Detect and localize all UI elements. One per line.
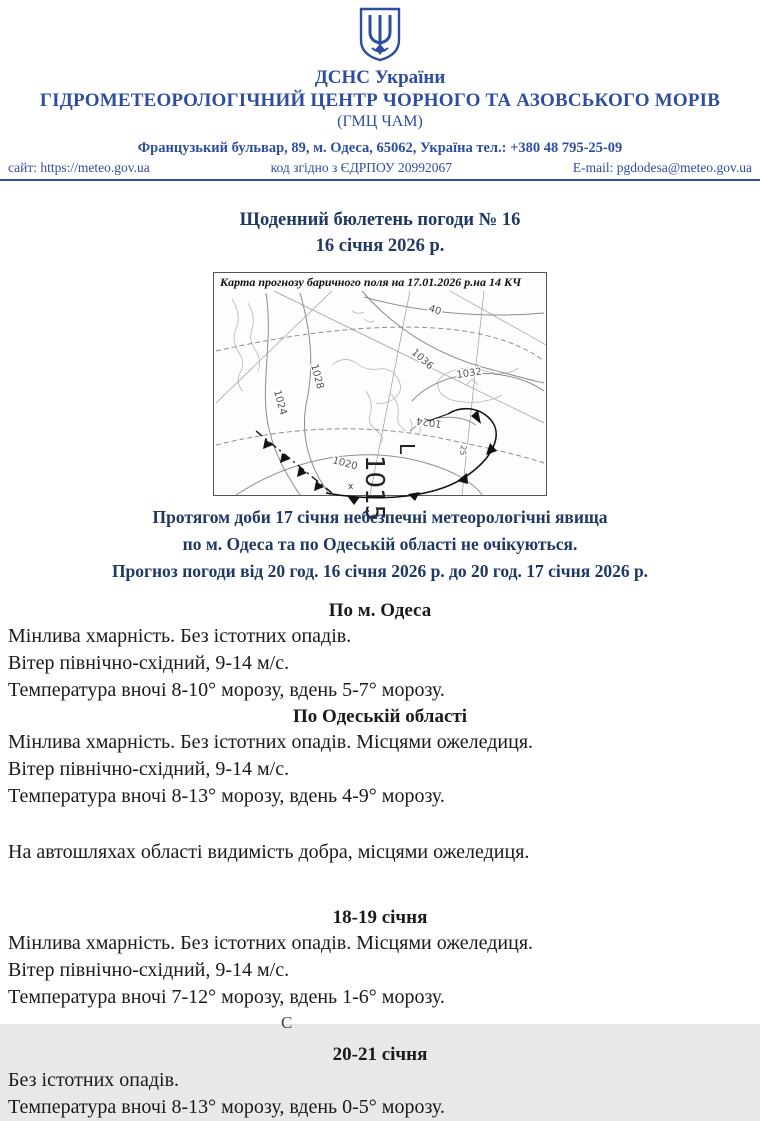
isobar-label-1040: 40 (427, 303, 443, 318)
map-x-mark: х (348, 482, 354, 492)
section-heading-20-21: 20-21 січня (332, 1044, 428, 1065)
isobar-label-1036: 1036 (408, 347, 436, 373)
isobar-label-1028: 1028 (308, 362, 326, 391)
org-name-line2: ГІДРОМЕТЕОРОЛОГІЧНИЙ ЦЕНТР ЧОРНОГО ТА АЗОВСЬКОГО МОРІВ (39, 90, 721, 111)
forecast-period-line: Прогноз погоди від 20 год. 16 січня 2026 р. до 20 год. 17 січня 2026 р. (111, 561, 649, 581)
isobar-label-25: 25 (458, 444, 468, 456)
section-heading-odesa-city: По м. Одеса (328, 600, 432, 621)
section-heading-odesa-oblast: По Одеській області (293, 706, 467, 727)
isobar-label-1032: 1032 (455, 366, 483, 381)
map-caption: Карта прогнозу баричного поля на 17.01.2026 р.на 14 КЧ (220, 275, 522, 289)
forecast-line: Мінлива хмарність. Без істотних опадів. Місцями ожеледиця. (8, 932, 534, 954)
forecast-line: Мінлива хмарність. Без істотних опадів. Місцями ожеледиця. (8, 731, 534, 753)
section-heading-18-19: 18-19 січня (332, 907, 428, 928)
forecast-line: Температура вночі 8-13° морозу, вдень 4-9° морозу. (8, 785, 445, 807)
cutoff-text: С (281, 1013, 293, 1032)
warning-line2: по м. Одеса та по Одеській області не очікуються. (182, 534, 578, 554)
contact-info-row (0, 160, 760, 181)
forecast-line: Вітер північно-східний, 9-14 м/с. (8, 652, 290, 674)
warning-line1: Протягом доби 17 січня небезпечні метеорологічні явища (152, 507, 608, 527)
email-text: E-mail: pgdodesa@meteo.gov.ua (572, 160, 752, 175)
bulletin-title: Щоденний бюлетень погоди № 16 (239, 210, 521, 230)
emblem-container (0, 0, 760, 64)
forecast-line: Вітер північно-східний, 9-14 м/с. (8, 959, 290, 981)
low-pressure-letter: L (395, 443, 419, 455)
road-conditions-note: На автошляхах області видимість добра, місцями ожеледиця. (8, 841, 530, 863)
bulletin-date: 16 січня 2026 р. (315, 236, 445, 256)
edrpou-code: код згідно з ЄДРПОУ 20992067 (270, 160, 452, 175)
isobar-label-1020: 1020 (331, 455, 359, 473)
forecast-line: Мінлива хмарність. Без істотних опадів. (8, 625, 352, 647)
forecast-line: Вітер північно-східний, 9-14 м/с. (8, 758, 290, 780)
forecast-line: Без істотних опадів. (8, 1069, 180, 1091)
org-name-line1: ДСНС України (314, 67, 446, 88)
cold-front (256, 431, 332, 493)
org-address: Французький бульвар, 89, м. Одеса, 65062, Україна тел.: +380 48 795-25-09 (137, 140, 623, 156)
org-abbreviation: (ГМЦ ЧАМ) (337, 113, 423, 130)
isobar-label-1024-right: 1024 (415, 414, 443, 429)
ukraine-trident-icon (357, 6, 403, 64)
warning-paragraph (0, 504, 760, 585)
forecast-line: Температура вночі 7-12° морозу, вдень 1-6° морозу. (8, 986, 445, 1008)
forecast-line: Температура вночі 8-10° морозу, вдень 5-7° морозу. (8, 679, 445, 701)
low-pressure-value: 1015 (359, 455, 389, 522)
forecast-line: Температура вночі 8-13° морозу, вдень 0-5° морозу. (8, 1096, 445, 1118)
isobar-label-1024-left: 1024 (271, 388, 289, 417)
website-text: сайт: https://meteo.gov.ua (8, 160, 150, 175)
